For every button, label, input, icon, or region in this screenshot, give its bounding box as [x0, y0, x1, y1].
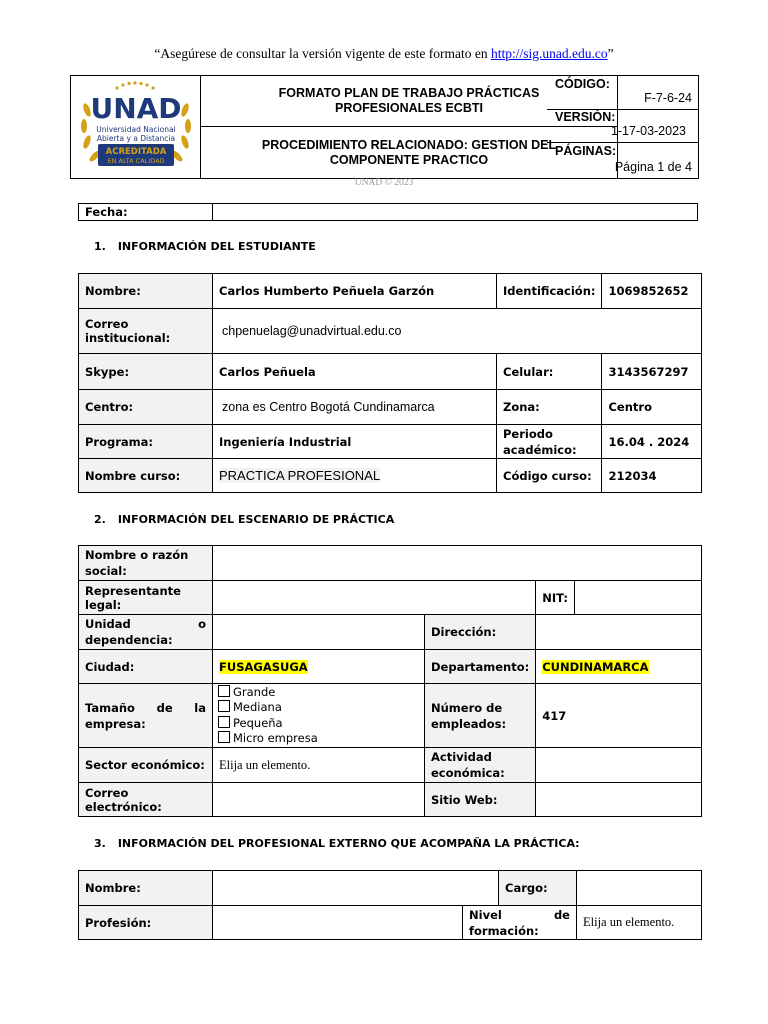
representante-label: Representante legal:: [79, 581, 213, 615]
departamento-label: Departamento:: [425, 650, 536, 684]
empleados-label: Número de empleados:: [425, 684, 536, 748]
nombre-label: Nombre:: [79, 274, 213, 309]
ciudad-cell[interactable]: [213, 650, 425, 684]
razon-value[interactable]: [213, 546, 702, 581]
direccion-value[interactable]: [536, 615, 702, 650]
nit-value[interactable]: [574, 581, 701, 615]
nit-label: NIT:: [536, 581, 575, 615]
departamento-cell[interactable]: [536, 650, 702, 684]
section3-heading: 3. INFORMACIÓN DEL PROFESIONAL EXTERNO QUE ACOMPAÑA LA PRÁCTICA:: [94, 837, 580, 850]
fecha-label: Fecha:: [79, 204, 213, 221]
codigo-curso-label: Código curso:: [497, 459, 602, 493]
correo-value[interactable]: chpenuelag@unadvirtual.edu.co: [213, 309, 702, 354]
cargo-label: Cargo:: [499, 871, 577, 906]
correo-empresa-value[interactable]: [213, 783, 425, 817]
centro-label: Centro:: [79, 390, 213, 425]
periodo-label: Periodo académico:: [497, 425, 602, 459]
web-label: Sitio Web:: [425, 783, 536, 817]
scenario-info-table: [78, 545, 702, 817]
unidad-label: Unidad o dependencia:: [79, 615, 213, 650]
profesion-value[interactable]: [213, 906, 463, 940]
identificacion-value[interactable]: 1069852652: [602, 274, 702, 309]
departamento-value: CUNDINAMARCA: [542, 659, 649, 674]
sector-label: Sector económico:: [79, 748, 213, 783]
unidad-value[interactable]: [213, 615, 425, 650]
direccion-label: Dirección:: [425, 615, 536, 650]
tamano-options: [213, 684, 425, 748]
celular-value[interactable]: 3143567297: [602, 354, 702, 390]
ciudad-value: FUSAGASUGA: [219, 659, 308, 674]
cargo-value[interactable]: [577, 871, 702, 906]
tamano-option-grande[interactable]: Grande: [218, 685, 418, 701]
student-info-table: [78, 273, 702, 493]
tutor-info-table: [78, 870, 702, 940]
tamano-option-pequena[interactable]: Pequeña: [218, 716, 418, 732]
logo-line1: Universidad Nacional: [96, 125, 176, 134]
version-cell: VERSIÓN: 1-17-03-2023: [547, 110, 698, 143]
version-notice: “Asegúrese de consultar la versión vigente de este formato en http://sig.unad.edu.co”: [154, 46, 614, 61]
header-codes: [547, 75, 699, 179]
curso-label: Nombre curso:: [79, 459, 213, 493]
correo-label: Correo institucional:: [79, 309, 213, 354]
tamano-label: Tamaño de la empresa:: [79, 684, 213, 748]
unad-logo: [71, 76, 201, 178]
logo-line2: Abierta y a Distancia: [96, 134, 176, 143]
tutor-nombre-label: Nombre:: [79, 871, 213, 906]
programa-label: Programa:: [79, 425, 213, 459]
form-title: FORMATO PLAN DE TRABAJO PRÁCTICAS PROFESIONALES ECBTI: [201, 76, 617, 127]
skype-label: Skype:: [79, 354, 213, 390]
identificacion-label: Identificación:: [497, 274, 602, 309]
correo-empresa-label: Correo electrónico:: [79, 783, 213, 817]
representante-value[interactable]: [213, 581, 536, 615]
actividad-value[interactable]: [536, 748, 702, 783]
codigo-curso-value[interactable]: 212034: [602, 459, 702, 493]
sector-select[interactable]: Elija un elemento.: [213, 748, 425, 783]
zona-label: Zona:: [497, 390, 602, 425]
copyright: UNAD © 2023: [354, 178, 414, 188]
skype-value[interactable]: Carlos Peñuela: [213, 354, 497, 390]
curso-value: PRACTICA PROFESIONAL: [219, 468, 381, 483]
logo-cell: [70, 76, 201, 178]
section2-heading: 2. INFORMACIÓN DEL ESCENARIO DE PRÁCTICA: [94, 513, 395, 526]
ciudad-label: Ciudad:: [79, 650, 213, 684]
razon-label: Nombre o razón social:: [79, 546, 213, 581]
fecha-table: [78, 203, 698, 221]
nivel-label: Nivel de formación:: [463, 906, 577, 940]
empleados-value[interactable]: 417: [536, 684, 702, 748]
logo-wordmark: UNAD: [90, 92, 182, 125]
periodo-value[interactable]: 16.04 . 2024: [602, 425, 702, 459]
checkbox-icon[interactable]: [218, 731, 230, 743]
centro-value[interactable]: zona es Centro Bogotá Cundinamarca: [213, 390, 497, 425]
nombre-value[interactable]: Carlos Humberto Peñuela Garzón: [213, 274, 497, 309]
related-procedure: PROCEDIMIENTO RELACIONADO: GESTION DEL COMPONENTE PRACTICO: [261, 137, 557, 167]
curso-cell[interactable]: [213, 459, 497, 493]
tamano-option-mediana[interactable]: Mediana: [218, 700, 418, 716]
codigo-cell: CÓDIGO: F-7-6-24: [547, 76, 698, 110]
zona-value[interactable]: Centro: [602, 390, 702, 425]
fecha-input[interactable]: [213, 204, 698, 221]
tamano-option-micro[interactable]: Micro empresa: [218, 731, 418, 747]
celular-label: Celular:: [497, 354, 602, 390]
web-value[interactable]: [536, 783, 702, 817]
tutor-nombre-value[interactable]: [213, 871, 499, 906]
checkbox-icon[interactable]: [218, 700, 230, 712]
checkbox-icon[interactable]: [218, 685, 230, 697]
profesion-label: Profesión:: [79, 906, 213, 940]
paginas-cell: PÁGINAS: Página 1 de 4: [555, 144, 692, 174]
nivel-select[interactable]: Elija un elemento.: [577, 906, 702, 940]
programa-value[interactable]: Ingeniería Industrial: [213, 425, 497, 459]
logo-badge1: ACREDITADA: [105, 147, 167, 157]
checkbox-icon[interactable]: [218, 716, 230, 728]
actividad-label: Actividad económica:: [425, 748, 536, 783]
sig-link[interactable]: http://sig.unad.edu.co: [491, 46, 608, 61]
logo-badge2: EN ALTA CALIDAD: [107, 157, 165, 165]
section1-heading: 1. INFORMACIÓN DEL ESTUDIANTE: [94, 240, 316, 253]
